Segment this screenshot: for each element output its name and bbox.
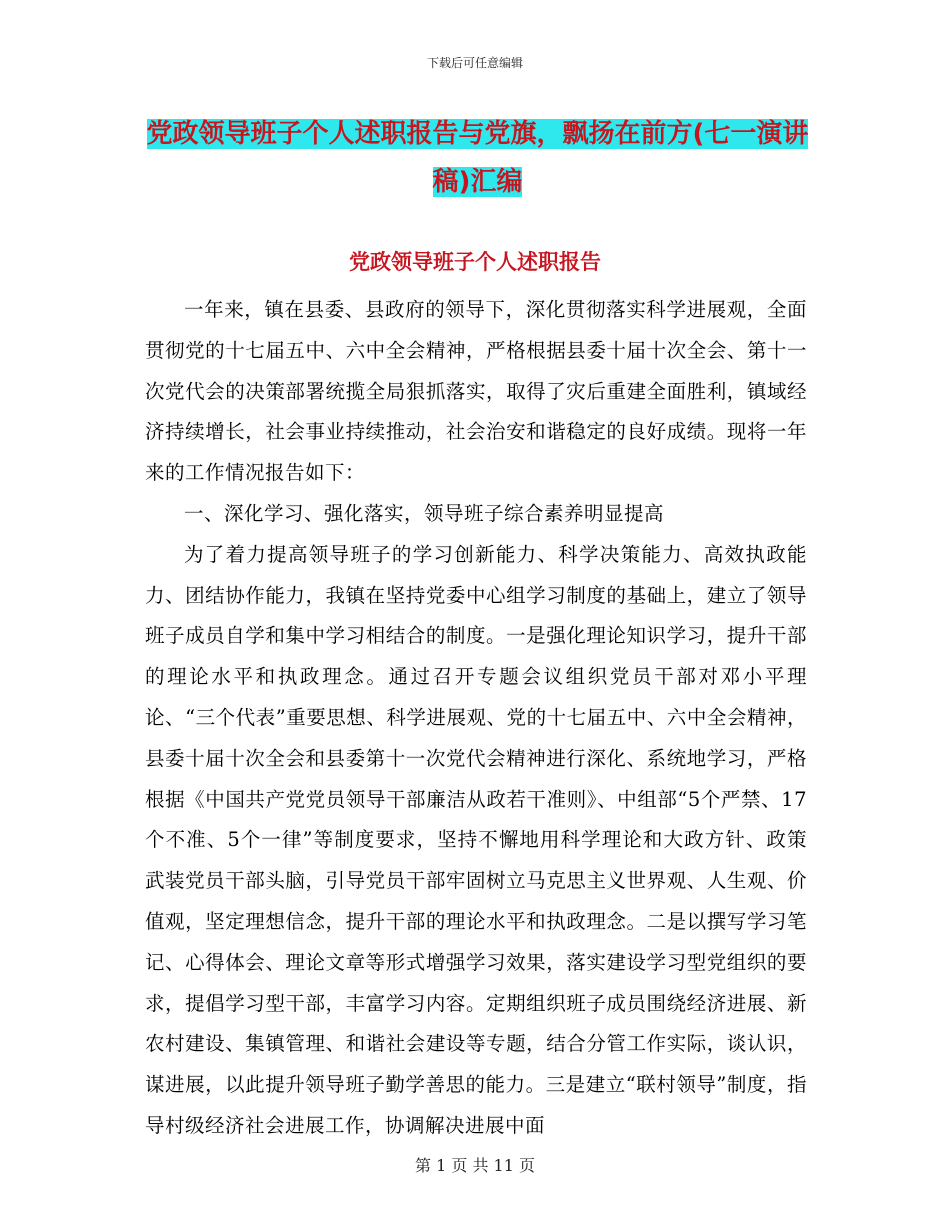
section-title: 党政领导班子个人述职报告 — [349, 250, 601, 274]
document-body — [145, 290, 807, 1147]
page-footer: 第 1 页 共 11 页 — [415, 1156, 535, 1175]
page-header-note: 下载后可任意编辑 — [426, 56, 523, 70]
body-paragraph-heading: 一、深化学习、强化落实，领导班子综合素养明显提高 — [184, 501, 665, 525]
body-paragraph-main: 为了着力提高领导班子的学习创新能力、科学决策能力、高效执政能力、团结协作能力，我镇在坚持党委中心组学习制度的基础上，建立了领导班子成员自学和集中学习相结合的制度。一是强化理论知识学习，提升干部的理论水平和执政理念。通过召开专题会议组织党员干部对邓小平理论、“三个代表”重要思想、科学进展观、党的十七届五中、六中全会精神，县委十届十次全会和县委第十一次党代会精神进行深化、系统地学习，严格根据《中国共产党党员领导干部廉洁从政若干准则》、中组部“5个严禁、17个不准、5个一律”等制度要求，坚持不懈地用科学理论和大政方针、政策武装党员干部头脑，引导党员干部牢固树立马克思主义世界观、人生观、价值观，坚定理想信念，提升干部的理论水平和执政理念。二是以撰写学习笔记、心得体会、理论文章等形式增强学习效果，落实建设学习型党组织的要求，提倡学习型干部，丰富学习内容。定期组织班子成员围绕经济进展、新农村建设、集镇管理、和谐社会建设等专题，结合分管工作实际，谈认识，谋进展，以此提升领导班子勤学善思的能力。三是建立“联村领导”制度，指导村级经济社会进展工作，协调解决进展中面 — [145, 542, 807, 1137]
document-title-text: 党政领导班子个人述职报告与党旗，飘扬在前方(七一演讲稿)汇编 — [146, 119, 809, 197]
body-paragraph-intro: 一年来，镇在县委、县政府的领导下，深化贯彻落实科学进展观，全面贯彻党的十七届五中、六中全会精神，严格根据县委十届十次全会、第十一次党代会的决策部署统揽全局狠抓落实，取得了灾后重建全面胜利，镇域经济持续增长，社会事业持续推动，社会治安和谐稳定的良好成绩。现将一年来的工作情况报告如下： — [145, 298, 807, 485]
document-title — [145, 110, 810, 206]
